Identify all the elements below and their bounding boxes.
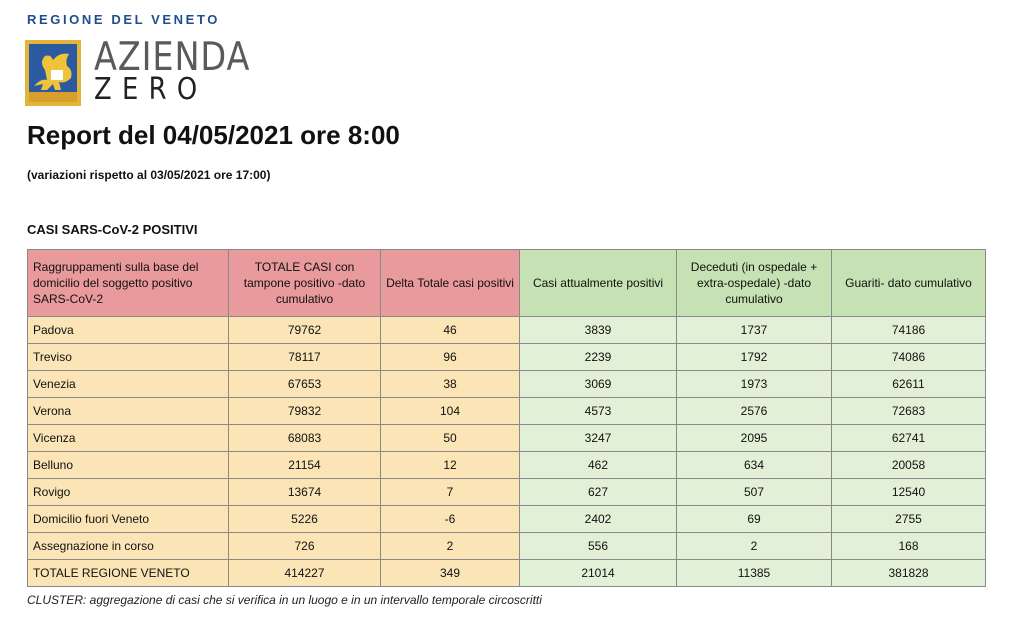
cell-area: Vicenza [28,425,229,452]
cell-total-cases: 67653 [229,371,381,398]
cell-deceased: 1737 [677,317,832,344]
cell-delta-cases: 7 [381,479,520,506]
cell-deceased: 2095 [677,425,832,452]
table-row [28,452,986,479]
report-title: Report del 04/05/2021 ore 8:00 [27,120,400,150]
header-total-cases: TOTALE CASI con tampone positivo -dato cumulativo [229,250,381,317]
header-grouping: Raggruppamenti sulla base del domicilio del soggetto positivo SARS-CoV-2 [28,250,229,317]
cell-current-positive: 556 [520,533,677,560]
header-current-positive: Casi attualmente positivi [520,250,677,317]
cell-recovered: 74186 [832,317,986,344]
cell-delta-cases: 96 [381,344,520,371]
table-row [28,398,986,425]
cell-recovered: 62741 [832,425,986,452]
cell-deceased: 634 [677,452,832,479]
cell-area: Rovigo [28,479,229,506]
cell-recovered: 2755 [832,506,986,533]
table-header-row [28,250,986,317]
header-deceased: Deceduti (in ospedale + extra-ospedale) -dato cumulativo [677,250,832,317]
cell-delta-cases: 50 [381,425,520,452]
cell-area: Verona [28,398,229,425]
cell-area: Treviso [28,344,229,371]
cell-deceased: 1792 [677,344,832,371]
cases-table [27,249,986,587]
cell-recovered: 381828 [832,560,986,587]
cell-deceased: 1973 [677,371,832,398]
cell-deceased: 11385 [677,560,832,587]
cell-total-cases: 68083 [229,425,381,452]
section-title: CASI SARS-CoV-2 POSITIVI [27,222,198,237]
cell-total-cases: 5226 [229,506,381,533]
header-delta-cases: Delta Totale casi positivi [381,250,520,317]
table-row [28,560,986,587]
cell-delta-cases: 349 [381,560,520,587]
cell-delta-cases: 46 [381,317,520,344]
cell-recovered: 74086 [832,344,986,371]
cell-current-positive: 462 [520,452,677,479]
table-row [28,533,986,560]
cell-area: Assegnazione in corso [28,533,229,560]
cell-delta-cases: -6 [381,506,520,533]
cell-delta-cases: 104 [381,398,520,425]
cell-deceased: 2576 [677,398,832,425]
cell-delta-cases: 2 [381,533,520,560]
cell-recovered: 20058 [832,452,986,479]
cell-current-positive: 4573 [520,398,677,425]
table-row [28,371,986,398]
cell-recovered: 168 [832,533,986,560]
report-subtitle: (variazioni rispetto al 03/05/2021 ore 17:00) [27,168,271,182]
cell-current-positive: 2402 [520,506,677,533]
cell-deceased: 69 [677,506,832,533]
logo-azienda: AZIENDA [94,35,251,80]
cell-current-positive: 3839 [520,317,677,344]
cell-recovered: 62611 [832,371,986,398]
cell-deceased: 507 [677,479,832,506]
cell-recovered: 12540 [832,479,986,506]
logo-zero: ZERO [94,72,208,107]
cell-total-cases: 79832 [229,398,381,425]
cell-area: Padova [28,317,229,344]
cell-total-cases: 414227 [229,560,381,587]
cell-current-positive: 3069 [520,371,677,398]
cell-area: Venezia [28,371,229,398]
table-row [28,479,986,506]
cell-current-positive: 21014 [520,560,677,587]
header-recovered: Guariti- dato cumulativo [832,250,986,317]
cell-total-cases: 726 [229,533,381,560]
cell-total-cases: 78117 [229,344,381,371]
region-title: REGIONE DEL VENETO [27,12,220,27]
cell-area: TOTALE REGIONE VENETO [28,560,229,587]
footnote: CLUSTER: aggregazione di casi che si verifica in un luogo e in un intervallo temporale circoscritti [27,593,542,607]
cell-current-positive: 2239 [520,344,677,371]
cell-area: Belluno [28,452,229,479]
lion-of-saint-mark-emblem [25,40,81,106]
cell-current-positive: 627 [520,479,677,506]
table-row [28,506,986,533]
cell-total-cases: 13674 [229,479,381,506]
cell-total-cases: 79762 [229,317,381,344]
table-row [28,425,986,452]
cell-current-positive: 3247 [520,425,677,452]
cell-area: Domicilio fuori Veneto [28,506,229,533]
cell-total-cases: 21154 [229,452,381,479]
cell-recovered: 72683 [832,398,986,425]
cell-deceased: 2 [677,533,832,560]
cell-delta-cases: 12 [381,452,520,479]
table-row [28,344,986,371]
table-row [28,317,986,344]
cell-delta-cases: 38 [381,371,520,398]
